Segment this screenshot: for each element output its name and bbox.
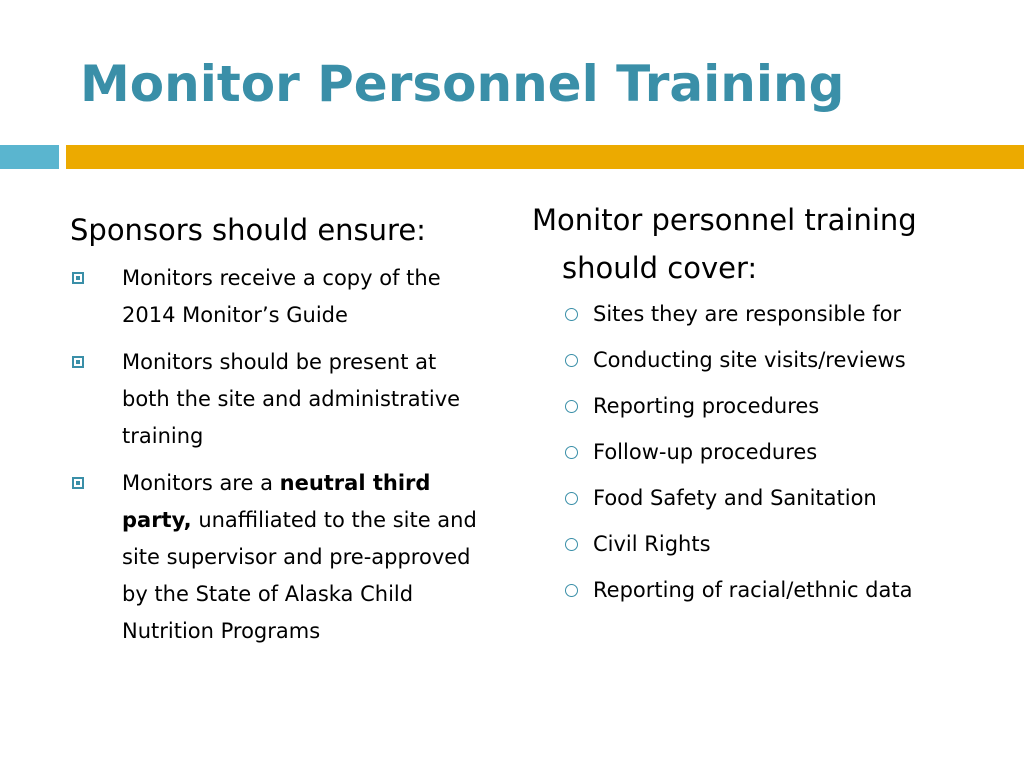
- left-heading: Sponsors should ensure:: [70, 213, 426, 247]
- list-item: [532, 388, 1012, 425]
- list-item: [532, 342, 1012, 379]
- circle-bullet-icon: [565, 584, 578, 597]
- list-item-text: Monitors receive a copy of the 2014 Monitor’s Guide: [122, 266, 441, 327]
- list-item-text: Monitors should be present at both the site and administrative training: [122, 350, 461, 448]
- list-item: [532, 572, 1012, 609]
- right-heading: Monitor personnel training should cover:: [532, 203, 917, 285]
- square-bullet-icon: [72, 356, 84, 368]
- list-item-text: Civil Rights: [593, 532, 711, 556]
- list-item-text: Reporting procedures: [593, 394, 820, 418]
- list-item-text: Conducting site visits/reviews: [593, 348, 906, 372]
- left-bullet-list: [70, 260, 490, 650]
- left-column: [70, 208, 490, 660]
- list-item: [70, 260, 490, 334]
- title-accent-bar: [0, 145, 59, 169]
- list-item-text-before: Monitors are a: [122, 471, 280, 495]
- circle-bullet-icon: [565, 492, 578, 505]
- circle-bullet-icon: [565, 446, 578, 459]
- square-bullet-icon: [72, 272, 84, 284]
- list-item-text: Follow-up procedures: [593, 440, 818, 464]
- list-item-text: Food Safety and Sanitation: [593, 486, 877, 510]
- list-item: [532, 526, 1012, 563]
- right-bullet-list: [532, 296, 1012, 609]
- list-item: [70, 465, 490, 650]
- list-item-text-after: unaffiliated to the site and site supervisor and pre-approved by the State of Alaska Child Nutrition Programs: [122, 508, 477, 643]
- list-item: [532, 434, 1012, 471]
- circle-bullet-icon: [565, 354, 578, 367]
- slide-title: Monitor Personnel Training: [80, 55, 845, 113]
- list-item-text-emphasis: neutral third party,: [122, 471, 431, 532]
- square-bullet-icon: [72, 477, 84, 489]
- circle-bullet-icon: [565, 400, 578, 413]
- title-divider-bar: [66, 145, 1024, 169]
- circle-bullet-icon: [565, 538, 578, 551]
- list-item-text: Reporting of racial/ethnic data: [593, 578, 913, 602]
- right-column: [532, 196, 1012, 618]
- list-item: [532, 480, 1012, 517]
- list-item: [70, 344, 490, 455]
- circle-bullet-icon: [565, 308, 578, 321]
- list-item-text: Sites they are responsible for: [593, 302, 902, 326]
- list-item: [532, 296, 1012, 333]
